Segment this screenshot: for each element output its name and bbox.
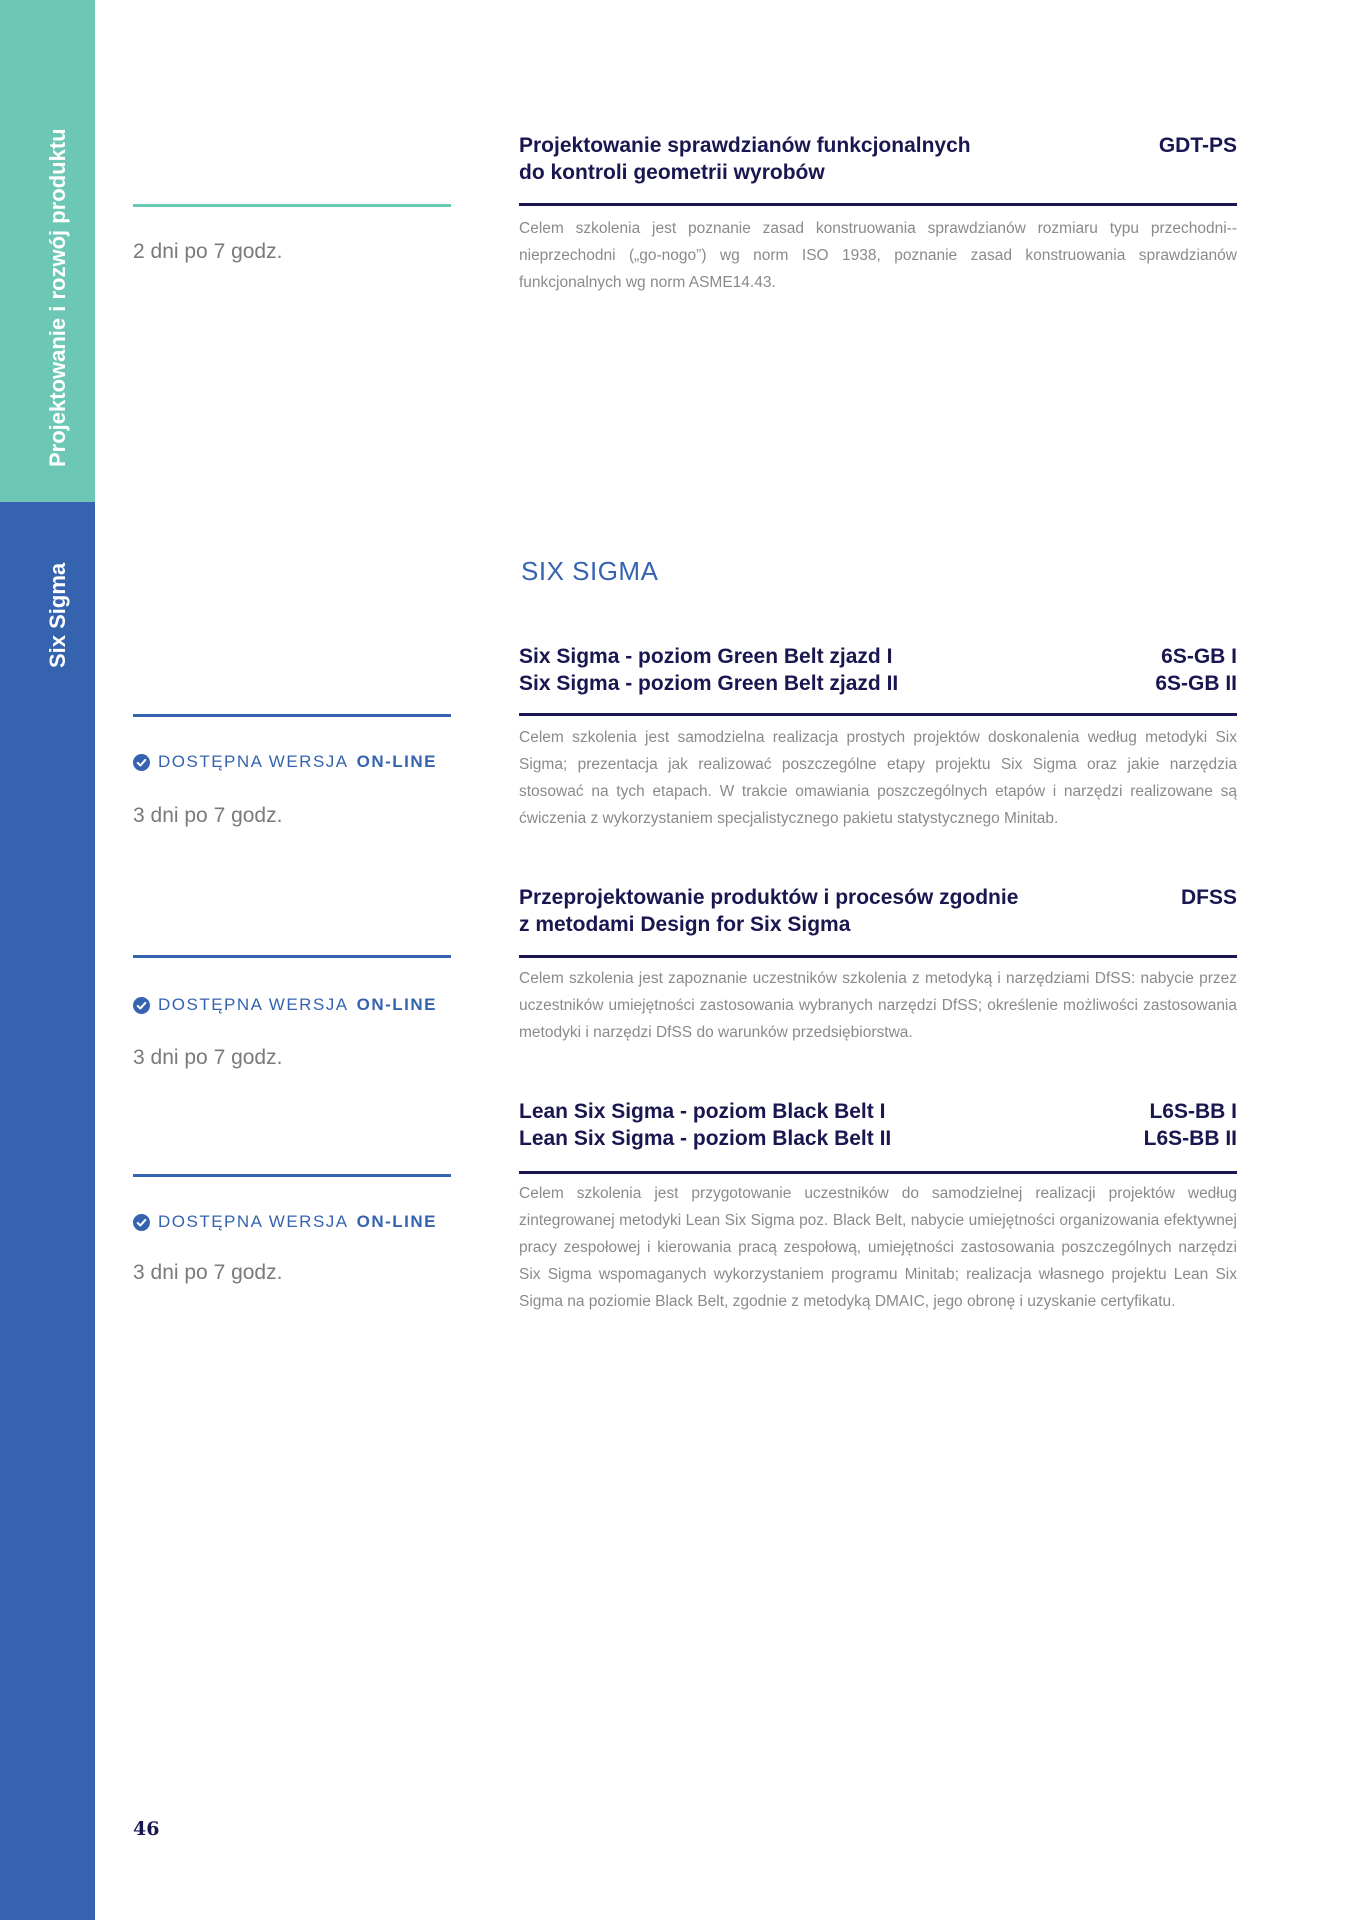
divider-left [133, 204, 451, 207]
divider-right [519, 1171, 1237, 1174]
course-description: Celem szkolenia jest zapoznanie uczestników szkolenia z metodyką i narzędziami DfSS: nabycie przez uczestników umiejętności zastosowania wybranych narzędzi DfSS; określenie możliwości zastosowania metodyki i narzędzi DfSS do warunków przedsiębiorstwa. [519, 970, 1237, 1041]
online-version-badge: DOSTĘPNA WERSJA ON-LINE [133, 1212, 437, 1232]
course-description: Celem szkolenia jest samodzielna realizacja prostych projektów doskonalenia według metodyki Six Sigma; prezentacja jak realizować poszczególne etapy projektu Six Sigma oraz jakie narzędzia stosować na tych etapach. W trakcie omawiania poszczególnych etapów i narzędzi realizowane są ćwiczenia z wykorzystaniem specjalistycznego pakietu statystycznego Minitab. [519, 729, 1237, 827]
divider-left [133, 955, 451, 958]
course-title-l6s-bb: Lean Six Sigma - poziom Black Belt I Lean Six Sigma - poziom Black Belt II [519, 1100, 892, 1150]
check-circle-icon [133, 1214, 150, 1231]
course-duration: 3 dni po 7 godz. [133, 1046, 283, 1069]
course-code-l6s-bb: L6S-BB I L6S-BB II [1143, 1100, 1237, 1150]
course-description: Celem szkolenia jest poznanie zasad konstruowania sprawdzianów rozmiaru typu przechodni--nieprzechodni („go-nogo”) wg norm ISO 1938, poznanie zasad konstruowania sprawdzianów funkcjonalnych wg norm ASME14.43. [519, 220, 1237, 291]
divider-left [133, 1174, 451, 1177]
online-version-badge: DOSTĘPNA WERSJA ON-LINE [133, 752, 437, 772]
course-duration: 3 dni po 7 godz. [133, 804, 283, 827]
course-description: Celem szkolenia jest przygotowanie uczestników do samodzielnej realizacji projektów według zintegrowanej metodyki Lean Six Sigma poz. Black Belt, nabycie umiejętności organizowania efektywnej pracy zespołowej i kierowania pracą zespołową, umiejętności zastosowania poszczególnych narzędzi Six Sigma wspomaganych wykorzystaniem programu Minitab; realizacja własnego projektu Lean Six Sigma na poziomie Black Belt, zgodnie z metodyką DMAIC, jego obronę i uzyskanie certyfikatu. [519, 1185, 1237, 1310]
course-duration: 3 dni po 7 godz. [133, 1261, 283, 1284]
course-code-6s-gb: 6S-GB I 6S-GB II [1155, 645, 1237, 695]
divider-right [519, 203, 1237, 206]
course-duration: 2 dni po 7 godz. [133, 240, 283, 263]
course-title-dfss: Przeprojektowanie produktów i procesów zgodnie z metodami Design for Six Sigma [519, 886, 1019, 936]
sidebar-label-six-sigma: Six Sigma [45, 562, 70, 668]
divider-left [133, 714, 451, 717]
course-title-gdt-ps: Projektowanie sprawdzianów funkcjonalnych do kontroli geometrii wyrobów [519, 134, 971, 184]
section-heading-six-sigma: SIX SIGMA [521, 556, 659, 586]
online-version-badge: DOSTĘPNA WERSJA ON-LINE [133, 995, 437, 1015]
divider-right [519, 955, 1237, 958]
course-title-6s-gb: Six Sigma - poziom Green Belt zjazd I Six Sigma - poziom Green Belt zjazd II [519, 645, 899, 695]
check-circle-icon [133, 997, 150, 1014]
check-circle-icon [133, 754, 150, 771]
sidebar-section-six-sigma [0, 502, 95, 1920]
sidebar-label-product-design: Projektowanie i rozwój produktu [45, 128, 70, 467]
divider-right [519, 713, 1237, 716]
course-code-dfss: DFSS [1180, 886, 1237, 909]
page-number: 46 [133, 1818, 160, 1840]
course-code-gdt-ps: GDT-PS [1158, 134, 1237, 157]
